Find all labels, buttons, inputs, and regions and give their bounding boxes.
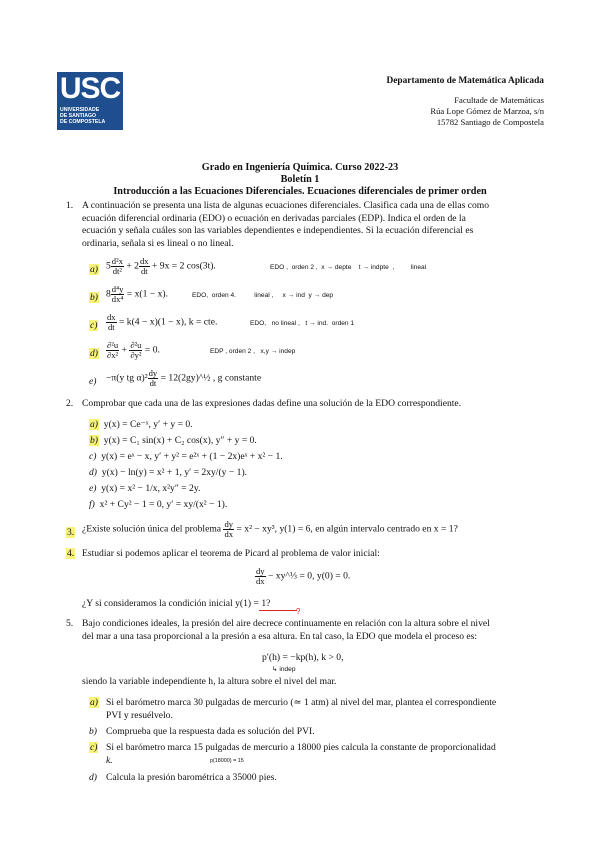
logo-sub-3: DE COMPOSTELA: [60, 119, 106, 125]
department-block: [386, 76, 544, 128]
q4-number: 4.: [67, 548, 75, 559]
q5b-text: Comprueba que la respuesta dada es solución del PVI.: [106, 726, 315, 737]
q1d-label: d): [90, 348, 98, 359]
q1a-label: a): [90, 264, 98, 275]
q1c-label: c): [90, 320, 98, 331]
q4-equation: $\frac{dy}{dx}$ − xy^⅓ = 0, y(0) = 0.: [256, 566, 351, 586]
q5-number: 5.: [66, 618, 74, 629]
red-question-mark: ?: [296, 607, 301, 616]
red-underline: [259, 610, 297, 611]
q2f-item: f) x² + Cy² − 1 = 0, y′ = xy/(x² − 1).: [89, 499, 228, 510]
q1-number: 1.: [66, 200, 74, 211]
q1d-equation: $\frac{\text{∂²u}}{\text{∂x²}}$ + $\frac{\text{∂²u}}{\text{∂y²}}$ = 0.: [107, 340, 160, 360]
q5c-handwritten-note: p(18000) = 15: [210, 758, 244, 764]
q1b-equation: 8 $\frac{\text{d⁴y}}{\text{dx⁴}}$ = x(1 − x).: [106, 284, 168, 304]
q2-number: 2.: [66, 398, 74, 409]
q5-handwritten-note: ↳ indep: [272, 666, 296, 673]
logo-sub-1: UNIVERSIDADE: [60, 107, 100, 113]
q5b-label: b): [89, 726, 97, 737]
q1-line: A continuación se presenta una lista de algunas ecuaciones diferenciales. Clasifica cada una de ellas como: [82, 200, 490, 211]
q1b-handwritten-note: EDO, orden 4. lineal , x → ind y → dep: [192, 292, 334, 299]
q1b-label: b): [90, 292, 98, 303]
q3-number: 3.: [67, 527, 75, 538]
q2c-item: c) y(x) = eˣ − x, y′ + y² = e²ˣ + (1 − 2x)eˣ + x² − 1.: [89, 451, 283, 462]
q1-line: ecuación diferencial ordinaria (EDO) o ecuación en derivadas parciales (EDP). Indica el orden de la: [82, 212, 466, 224]
q1e-label: e): [89, 376, 97, 387]
q1-text: [82, 200, 552, 250]
q5-after-text: siendo la variable independiente h, la altura sobre el nivel del mar.: [82, 676, 337, 687]
q5-line: Bajo condiciones ideales, la presión del aire decrece continuamente en relación con la altura sobre el nivel: [82, 618, 490, 629]
q5d-label: d): [89, 772, 97, 783]
usc-logo: [57, 72, 123, 130]
q1c-handwritten-note: EDO, no lineal , t → ind. orden 1: [250, 320, 355, 327]
document-titles: [0, 162, 600, 197]
q1d-handwritten-note: EDP , orden 2 , x,y → indep: [210, 348, 296, 355]
q5c-line: k.: [106, 754, 113, 766]
q3-text: ¿Existe solución única del problema $\frac{dy}{dx}$ = x² − xy³, y(1) = 6, en algún intervalo centrado en x = 1?: [82, 519, 458, 539]
topic-title: Introducción a las Ecuaciones Diferenciales. Ecuaciones diferenciales de primer orden: [113, 185, 487, 197]
q1e-equation: −π(y tg α)² $\frac{dy}{dt}$ = 12(2gy)^½ , g constante: [106, 368, 262, 388]
logo-sub-2: DE SANTIAGO: [60, 113, 97, 119]
q1-line: ordinaria, señala si es lineal o no lineal.: [82, 237, 234, 249]
q5a-line: PVI y resuélvelo.: [106, 709, 173, 721]
q4-text: Estudiar si podemos aplicar el teorema de Picard al problema de valor inicial:: [82, 548, 380, 559]
q5c-line: Si el barómetro marca 15 pulgadas de mercurio a 18000 pies calcula la constante de proporcionalidad: [106, 742, 496, 753]
q4-question: ¿Y si consideramos la condición inicial y(1) = 1?: [82, 598, 271, 609]
q5a-text: [106, 697, 554, 722]
q5a-line: Si el barómetro marca 30 pulgadas de mercurio (≃ 1 atm) al nivel del mar, plantea el correspondiente: [106, 697, 497, 708]
q2b-item: b) y(x) = C₁ sin(x) + C₂ cos(x), y″ + y = 0.: [90, 435, 257, 446]
department-name: Departamento de Matemática Aplicada: [386, 76, 544, 86]
q5d-text: Calcula la presión barométrica a 35000 pies.: [106, 772, 277, 783]
address-line: 15782 Santiago de Compostela: [436, 117, 544, 127]
address-line: Facultade de Matemáticas: [454, 95, 544, 105]
q2a-item: a) y(x) = Ce⁻ˣ, y′ + y = 0.: [90, 419, 193, 430]
q1a-equation: 5 $\frac{\text{d²x}}{\text{dt²}}$ + 2 $\frac{dx}{dt}$ + 9x = 2 cos(3t).: [106, 256, 216, 276]
q2d-item: d) y(x) − ln(y) = x² + 1, y′ = 2xy/(y − 1).: [89, 467, 248, 478]
q1a-handwritten-note: EDO , orden 2 , x → depte t → indpte , lineal: [270, 264, 427, 271]
logo-text: USC: [59, 72, 121, 105]
q5-equation: p′(h) = −kp(h), k > 0,: [262, 652, 344, 663]
q2-text: Comprobar que cada una de las expresiones dadas define una solución de la EDO correspondiente.: [82, 398, 462, 409]
q5-text: [82, 618, 552, 643]
address-line: Rúa Lope Gómez de Marzoa, s/n: [430, 106, 544, 116]
q5a-label: a): [90, 697, 98, 708]
course-title: Grado en Ingeniería Química. Curso 2022-23: [201, 162, 399, 173]
bulletin-title: Boletín 1: [280, 173, 320, 185]
q1c-equation: $\frac{dx}{dt}$ = k(4 − x)(1 − x), k = cte.: [107, 312, 218, 332]
q5-line: del mar a una tasa proporcional a la presión a esa altura. En tal caso, la EDO que modela el proceso es:: [82, 630, 478, 642]
q5c-label: c): [90, 742, 98, 753]
q1-line: ecuación y señala cuáles son las variables dependientes e independientes. Si la ecuación diferencial es: [82, 225, 474, 237]
q2e-item: e) y(x) = x² − 1/x, x²y″ = 2y.: [89, 483, 201, 494]
q5c-text: [106, 742, 554, 767]
